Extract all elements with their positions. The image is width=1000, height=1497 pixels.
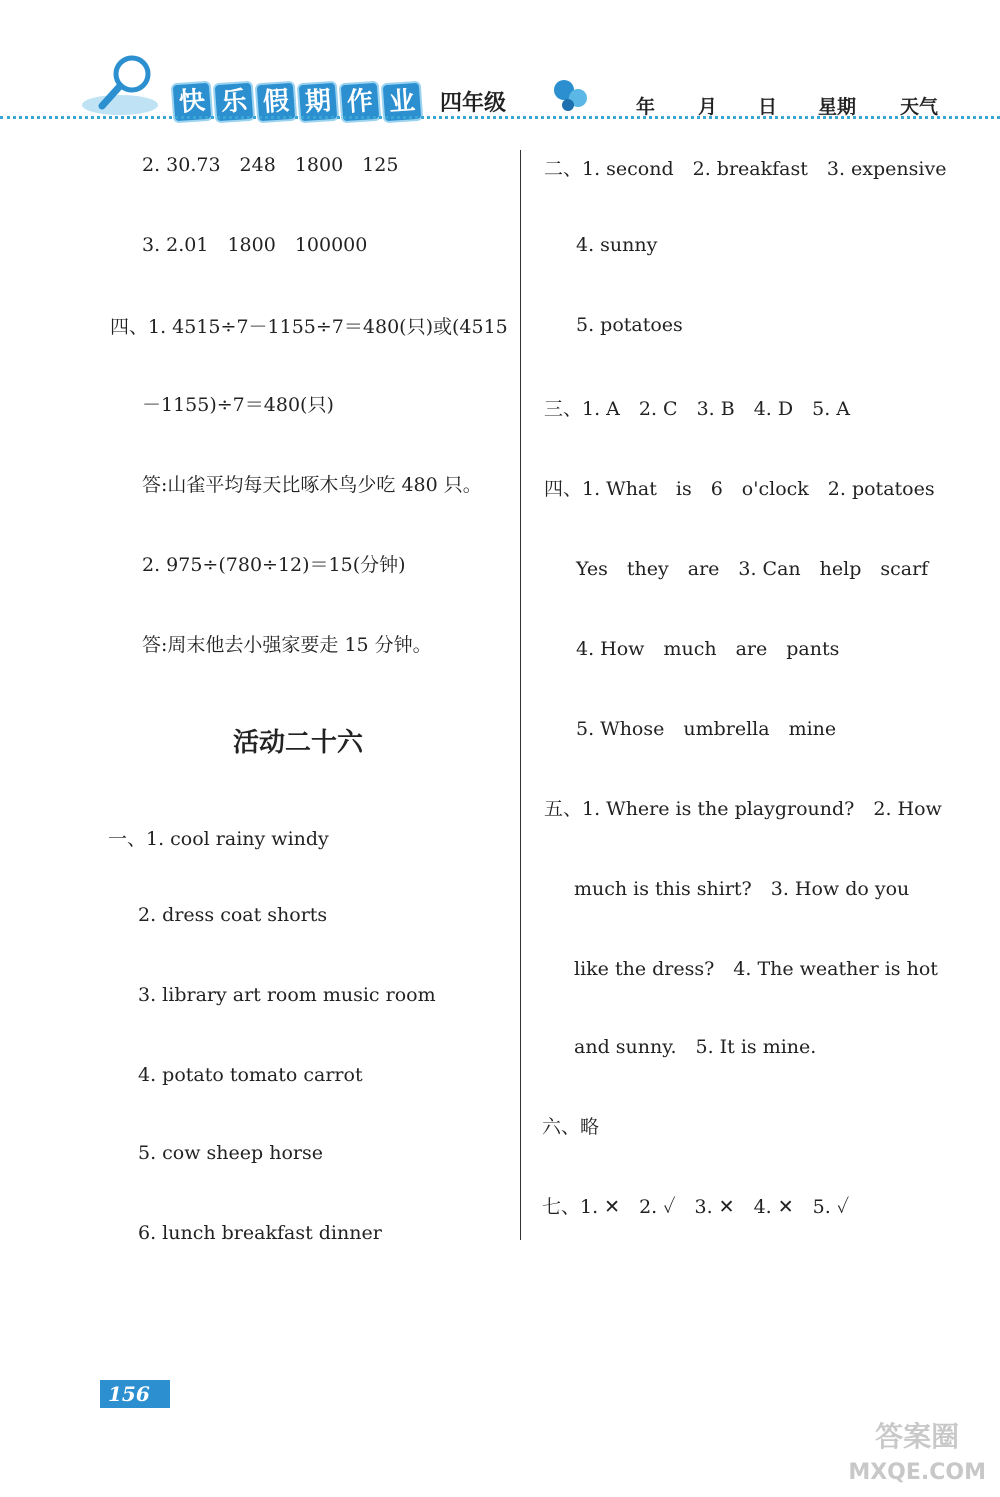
answer-line: 4. How much are pants bbox=[576, 638, 840, 660]
day-field: 日 bbox=[758, 96, 778, 118]
answer-line: 4. potato tomato carrot bbox=[138, 1064, 363, 1086]
header-divider bbox=[0, 116, 1000, 119]
grade-label: 四年级 bbox=[440, 91, 507, 116]
answer-line: 答:山雀平均每天比啄木鸟少吃 480 只。 bbox=[142, 474, 482, 496]
answer-line: 七、1. ✕ 2. ✓ 3. ✕ 4. ✕ 5. ✓ bbox=[542, 1196, 850, 1218]
answer-line: 5. potatoes bbox=[576, 314, 683, 336]
answer-line: 四、1. 4515÷7－1155÷7＝480(只)或(4515 bbox=[110, 316, 508, 338]
answer-line: and sunny. 5. It is mine. bbox=[574, 1036, 817, 1058]
title-char: 期 bbox=[297, 81, 340, 124]
bubbles-icon bbox=[552, 78, 592, 112]
answer-line: 四、1. What is 6 o'clock 2. potatoes bbox=[544, 478, 935, 500]
answer-line: 3. library art room music room bbox=[138, 984, 436, 1006]
column-divider bbox=[520, 150, 521, 1240]
answer-line: 3. 2.01 1800 100000 bbox=[142, 234, 368, 256]
answer-line: 六、略 bbox=[542, 1116, 600, 1138]
answer-line: 2. dress coat shorts bbox=[138, 904, 328, 926]
answer-line: Yes they are 3. Can help scarf bbox=[576, 558, 929, 580]
month-field: 月 bbox=[698, 96, 718, 118]
watermark bbox=[848, 1419, 986, 1491]
arrow-left-icon bbox=[158, 1384, 172, 1404]
watermark-text: 答案圈 bbox=[875, 1420, 960, 1453]
answer-line: 一、1. cool rainy windy bbox=[108, 828, 329, 850]
answer-line: 2. 975÷(780÷12)＝15(分钟) bbox=[142, 554, 406, 576]
book-title bbox=[172, 82, 422, 120]
answer-line: 5. Whose umbrella mine bbox=[576, 718, 837, 740]
title-char: 假 bbox=[255, 81, 298, 124]
section-title: 活动二十六 bbox=[233, 728, 364, 758]
answer-line: 4. sunny bbox=[576, 234, 658, 256]
answer-line: 2. 30.73 248 1800 125 bbox=[142, 154, 399, 176]
answer-line: like the dress? 4. The weather is hot bbox=[574, 958, 938, 980]
page-number-text: 156 bbox=[108, 1382, 150, 1406]
answer-line: much is this shirt? 3. How do you bbox=[574, 878, 910, 900]
magnifier-logo-icon bbox=[80, 50, 170, 120]
answer-line: 6. lunch breakfast dinner bbox=[138, 1222, 382, 1244]
answer-line: －1155)÷7＝480(只) bbox=[142, 394, 334, 416]
answer-line: 二、1. second 2. breakfast 3. expensive bbox=[544, 158, 947, 180]
title-char: 作 bbox=[339, 81, 382, 124]
title-char: 业 bbox=[381, 81, 424, 124]
answer-line: 5. cow sheep horse bbox=[138, 1142, 323, 1164]
answer-line: 答:周末他去小强家要走 15 分钟。 bbox=[142, 634, 432, 656]
watermark-url: MXQE.COM bbox=[848, 1460, 986, 1485]
answer-line: 三、1. A 2. C 3. B 4. D 5. A bbox=[544, 398, 851, 420]
answer-line: 五、1. Where is the playground? 2. How bbox=[544, 798, 942, 820]
weather-field: 天气 bbox=[900, 96, 939, 118]
weekday-field: 星期 bbox=[818, 96, 857, 118]
title-char: 快 bbox=[171, 81, 214, 124]
year-field: 年 bbox=[636, 96, 656, 118]
title-char: 乐 bbox=[213, 81, 256, 124]
